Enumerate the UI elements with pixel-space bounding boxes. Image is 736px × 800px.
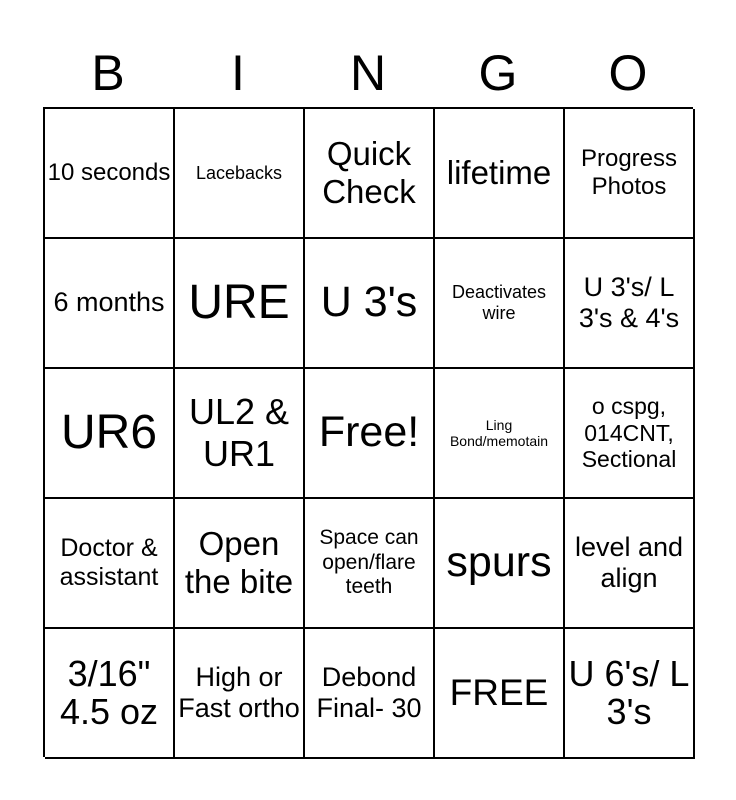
bingo-cell[interactable]: Lacebacks xyxy=(175,109,305,239)
bingo-cell[interactable]: Debond Final- 30 xyxy=(305,629,435,759)
bingo-cell[interactable]: o cspg, 014CNT, Sectional xyxy=(565,369,695,499)
bingo-cell[interactable]: 3/16" 4.5 oz xyxy=(45,629,175,759)
bingo-cell[interactable]: UL2 & UR1 xyxy=(175,369,305,499)
bingo-cell[interactable]: Open the bite xyxy=(175,499,305,629)
bingo-cell[interactable]: Deactivates wire xyxy=(435,239,565,369)
header-letter-b: B xyxy=(91,45,125,101)
bingo-cell[interactable]: lifetime xyxy=(435,109,565,239)
bingo-cell[interactable]: Space can open/flare teeth xyxy=(305,499,435,629)
bingo-cell[interactable]: High or Fast ortho xyxy=(175,629,305,759)
bingo-cell[interactable]: 10 seconds xyxy=(45,109,175,239)
header-letter-g: G xyxy=(478,45,518,101)
bingo-cell[interactable]: U 6's/ L 3's xyxy=(565,629,695,759)
bingo-cell[interactable]: Quick Check xyxy=(305,109,435,239)
header-letter-n: N xyxy=(349,45,387,101)
bingo-cell[interactable]: Progress Photos xyxy=(565,109,695,239)
bingo-cell[interactable]: level and align xyxy=(565,499,695,629)
bingo-cell[interactable]: Doctor & assistant xyxy=(45,499,175,629)
bingo-cell[interactable]: Ling Bond/memotain xyxy=(435,369,565,499)
bingo-cell[interactable]: FREE xyxy=(435,629,565,759)
bingo-cell[interactable]: U 3's/ L 3's & 4's xyxy=(565,239,695,369)
bingo-cell[interactable]: Free! xyxy=(305,369,435,499)
bingo-cell[interactable]: UR6 xyxy=(45,369,175,499)
bingo-cell[interactable]: U 3's xyxy=(305,239,435,369)
bingo-grid xyxy=(43,107,693,757)
bingo-cell[interactable]: spurs xyxy=(435,499,565,629)
bingo-cell[interactable]: URE xyxy=(175,239,305,369)
bingo-cell[interactable]: 6 months xyxy=(45,239,175,369)
header-letter-o: O xyxy=(608,45,648,101)
bingo-header xyxy=(43,38,693,108)
header-letter-i: I xyxy=(231,45,245,101)
